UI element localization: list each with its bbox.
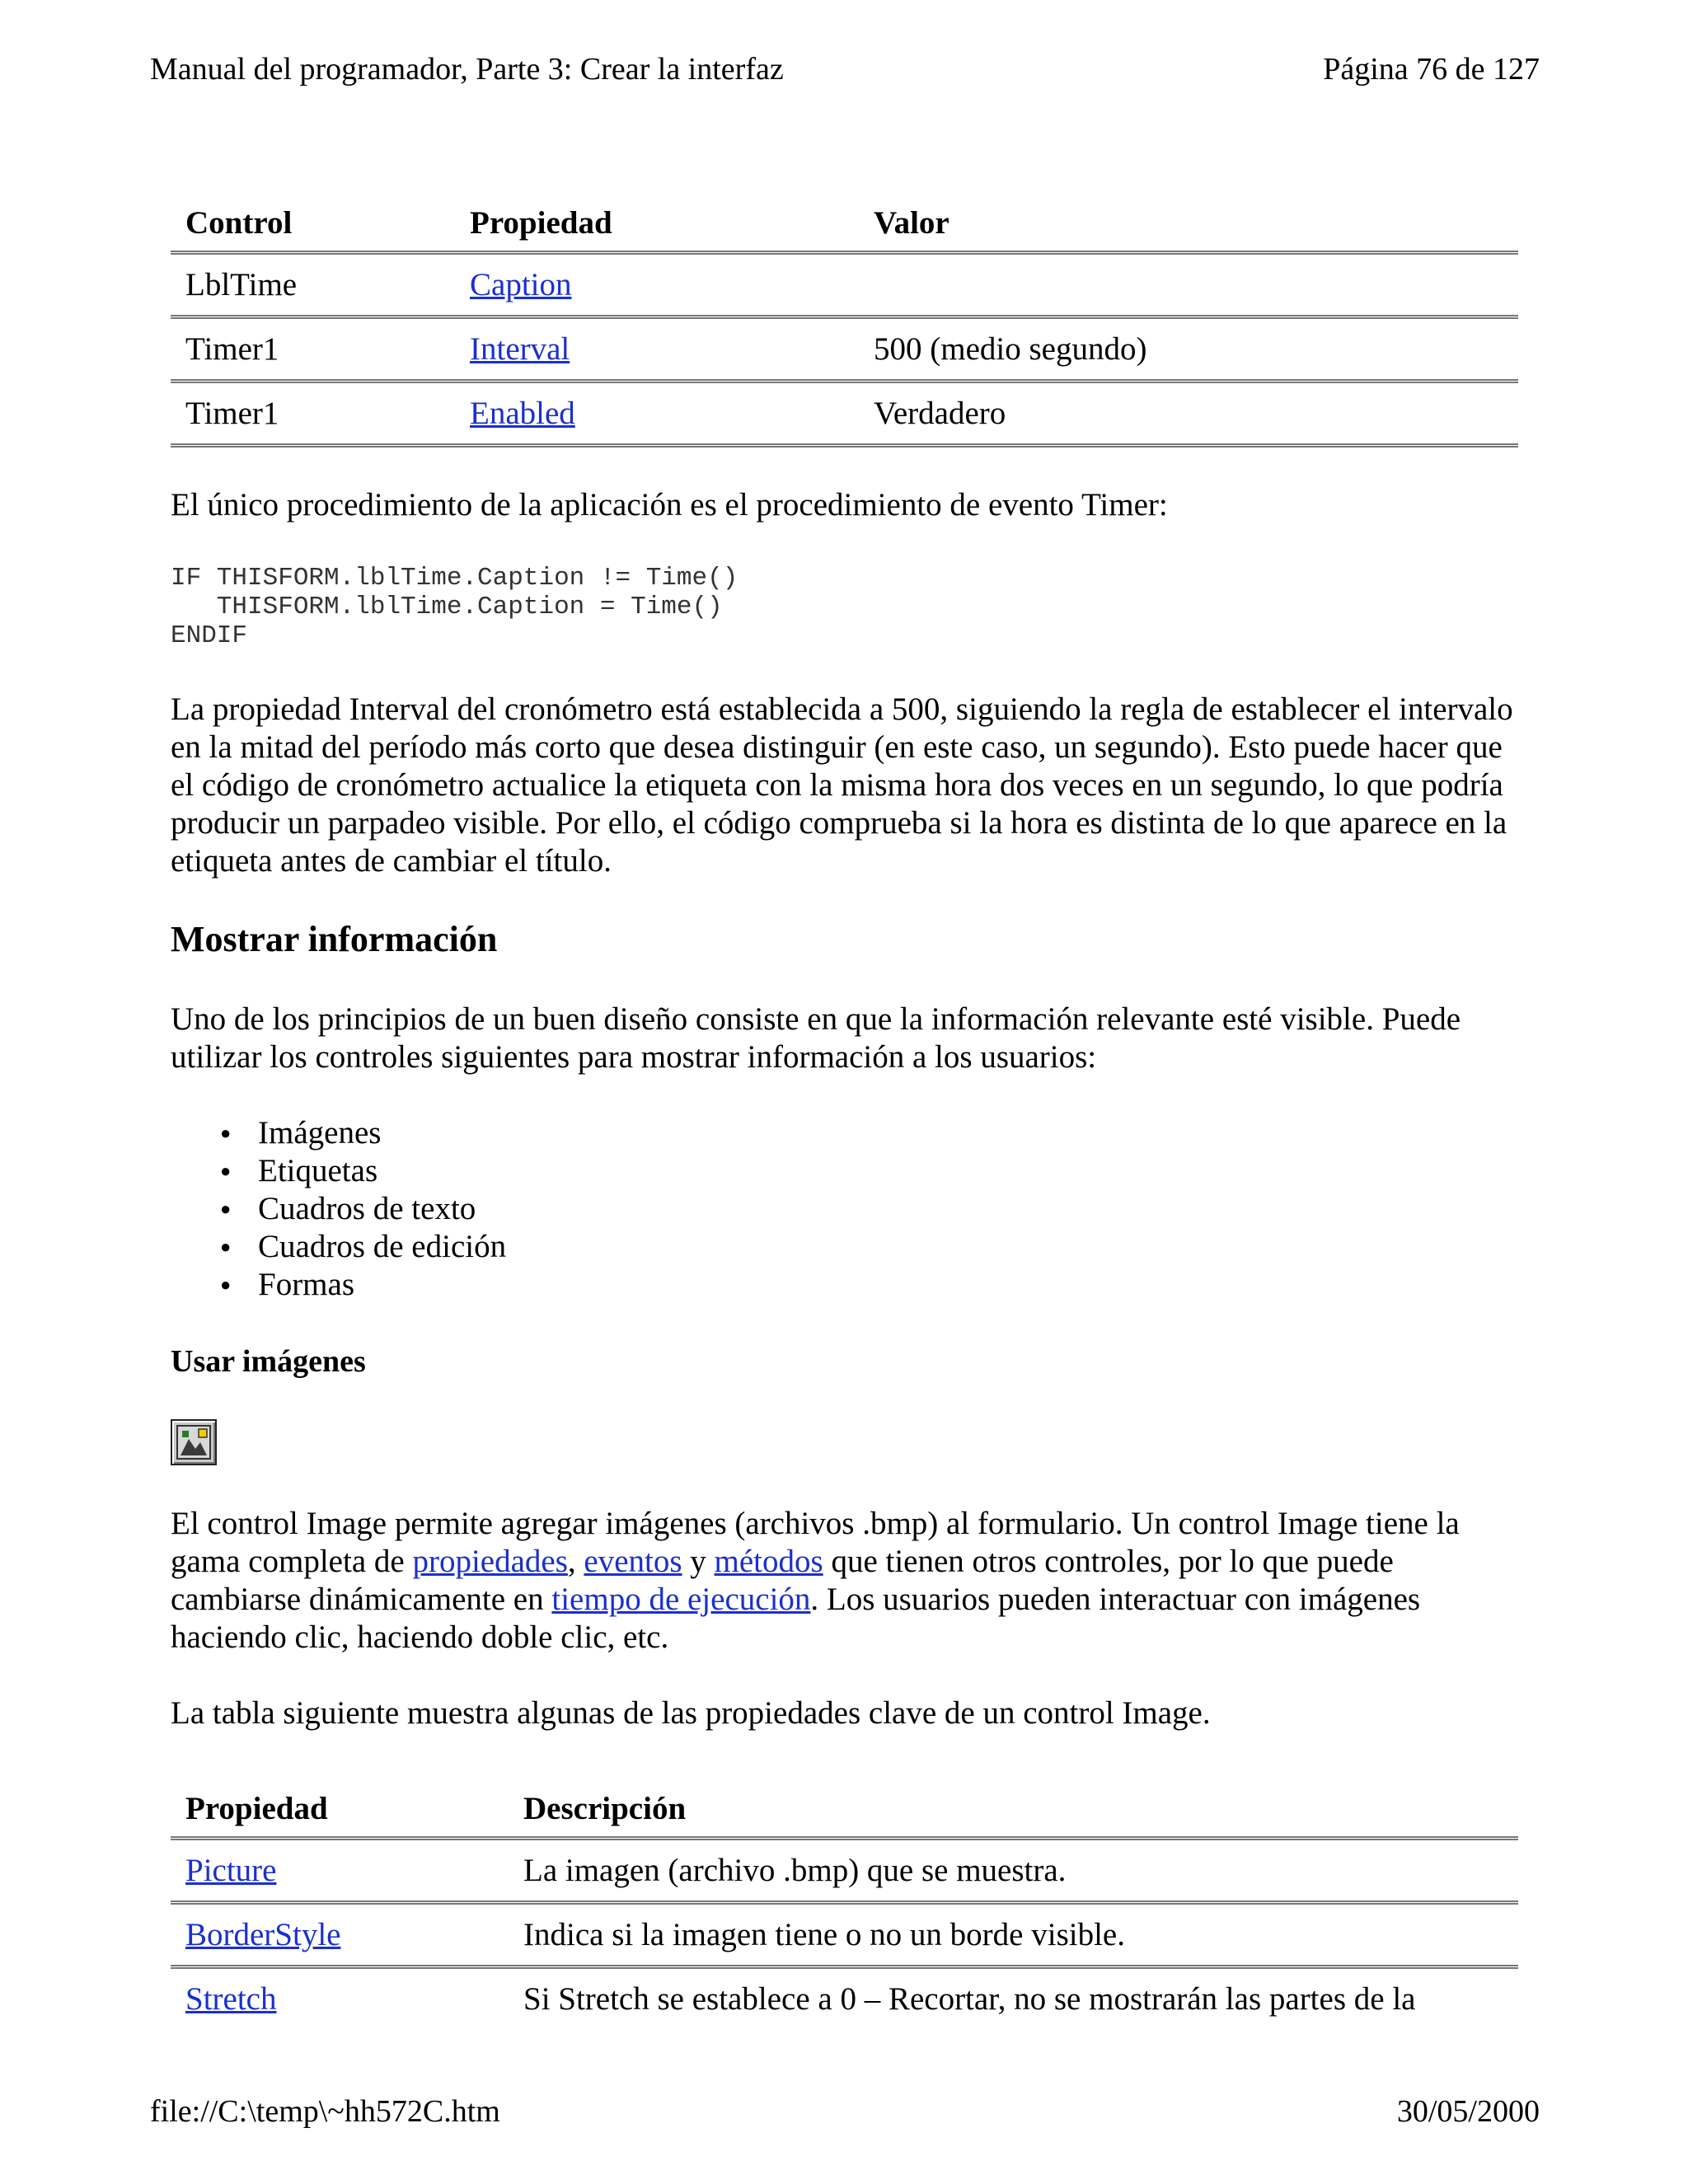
list-item: ● Etiquetas — [220, 1152, 506, 1190]
column-header-property: Propiedad — [470, 204, 612, 241]
borderstyle-link[interactable]: BorderStyle — [185, 1917, 341, 1952]
image-control-paragraph: El control Image permite agregar imágenes (archivos .bmp) al formulario. Un control Image tiene la gama completa de propiedades, eventos y métodos que tienen otros controles, por lo que puede cambiarse dinámicamente en tiempo de ejecución. Los usuarios pueden interactuar con imágenes haciendo clic, haciendo doble clic, etc. — [171, 1506, 1460, 1655]
header-page-number: Página 76 de 127 — [1323, 52, 1540, 87]
column-header-value: Valor — [874, 204, 950, 241]
table-row — [171, 253, 1518, 317]
code-block: IF THISFORM.lblTime.Caption != Time() THISFORM.lblTime.Caption = Time() ENDIF — [171, 564, 738, 650]
control-cell: Timer1 — [185, 396, 279, 431]
footer-file-path: file://C:\temp\~hh572C.htm — [150, 2094, 500, 2129]
property-cell — [455, 317, 859, 382]
table-intro-paragraph: La tabla siguiente muestra algunas de las propiedades clave de un control Image. — [171, 1695, 1211, 1731]
caption-link[interactable]: Caption — [470, 267, 572, 302]
description-cell: Indica si la imagen tiene o no un borde visible. — [523, 1917, 1125, 1952]
section-heading: Mostrar información — [171, 919, 498, 959]
table-row — [171, 317, 1518, 382]
list-item: ● Imágenes — [220, 1114, 506, 1152]
property-cell — [171, 1903, 509, 1967]
property-cell — [171, 1967, 509, 2030]
page-header — [150, 51, 1540, 87]
runtime-link[interactable]: tiempo de ejecución — [551, 1582, 811, 1617]
description-cell: Si Stretch se establece a 0 – Recortar, no se mostrarán las partes de la — [523, 1981, 1416, 2017]
column-header-description: Descripción — [523, 1790, 687, 1826]
value-cell: Verdadero — [874, 396, 1006, 431]
property-cell — [455, 253, 859, 317]
enabled-link[interactable]: Enabled — [470, 396, 575, 431]
display-info-paragraph: Uno de los principios de un buen diseño consiste en que la información relevante esté visible. Puede utilizar los controles siguientes para mostrar información a los usuarios: — [171, 1001, 1461, 1075]
description-cell: La imagen (archivo .bmp) que se muestra. — [523, 1853, 1067, 1888]
table-row — [171, 382, 1518, 446]
image-properties-table — [171, 1780, 1518, 2029]
picture-link[interactable]: Picture — [185, 1853, 277, 1888]
column-header-control: Control — [185, 204, 293, 241]
column-header-property: Propiedad — [185, 1790, 328, 1826]
control-list — [220, 1114, 506, 1304]
control-cell: LblTime — [185, 267, 298, 302]
control-cell: Timer1 — [185, 331, 279, 367]
table-header-row — [171, 194, 1518, 253]
value-cell: 500 (medio segundo) — [874, 331, 1147, 367]
property-cell — [171, 1839, 509, 1903]
list-item: ● Formas — [220, 1266, 506, 1304]
list-item: ● Cuadros de edición — [220, 1228, 506, 1266]
table-row — [171, 1903, 1518, 1967]
image-control-icon — [171, 1419, 217, 1465]
table-row — [171, 1839, 1518, 1903]
list-item: ● Cuadros de texto — [220, 1190, 506, 1228]
value-cell — [859, 253, 1518, 317]
table-row — [171, 1967, 1518, 2030]
methods-link[interactable]: métodos — [714, 1544, 823, 1579]
stretch-link[interactable]: Stretch — [185, 1981, 277, 2017]
footer-date: 30/05/2000 — [1396, 2094, 1540, 2129]
properties-link[interactable]: propiedades — [412, 1544, 568, 1579]
table-header-row — [171, 1780, 1518, 1839]
events-link[interactable]: eventos — [584, 1544, 682, 1579]
property-cell — [455, 382, 859, 446]
interval-explanation-paragraph: La propiedad Interval del cronómetro está establecida a 500, siguiendo la regla de establecer el intervalo en la mitad del período más corto que desea distinguir (en este caso, un segundo). Esto puede hacer que el código de cronómetro actualice la etiqueta con la misma hora dos veces en un segundo, lo que podría producir un parpadeo visible. Por ello, el código comprueba si la hora es distinta de lo que aparece en la etiqueta antes de cambiar el título. — [171, 691, 1513, 879]
subheading: Usar imágenes — [171, 1344, 366, 1379]
timer-properties-table — [171, 194, 1518, 448]
interval-link[interactable]: Interval — [470, 331, 570, 367]
page-footer — [150, 2093, 1540, 2130]
header-title: Manual del programador, Parte 3: Crear la interfaz — [150, 52, 784, 87]
intro-paragraph: El único procedimiento de la aplicación es el procedimiento de evento Timer: — [171, 487, 1168, 523]
